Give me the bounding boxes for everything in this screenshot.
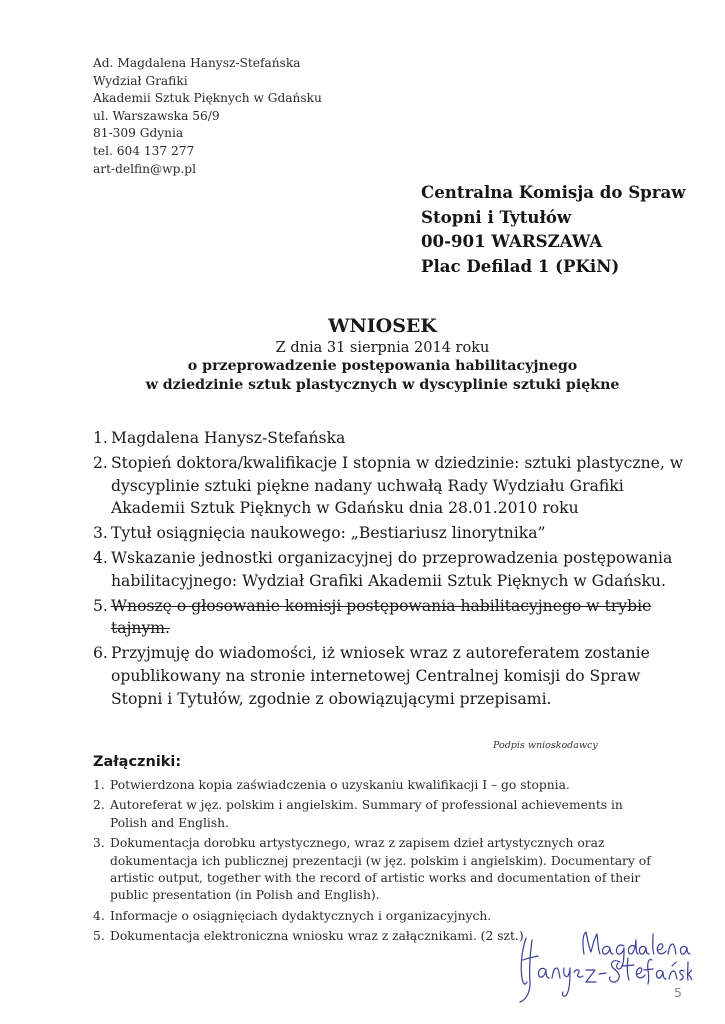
page-number: 5	[674, 985, 682, 1000]
recipient-line: Stopni i Tytułów	[421, 206, 572, 227]
signature-caption: Podpis wnioskodawcy	[493, 740, 598, 751]
attachment-number: 2.	[93, 798, 105, 813]
title-block	[0, 313, 725, 395]
application-item	[93, 547, 693, 593]
sender-line: Akademii Sztuk Pięknych w Gdańsku	[93, 91, 322, 106]
item-number: 3.	[93, 524, 108, 543]
item-number: 2.	[93, 453, 108, 472]
document-subject-line-1: o przeprowadzenie postępowania habilitacyjnego	[187, 358, 578, 374]
sender-line: art-delfin@wp.pl	[93, 161, 196, 176]
sender-line: 81-309 Gdynia	[93, 126, 184, 141]
recipient-line: 00-901 WARSZAWA	[421, 231, 603, 252]
document-date: Z dnia 31 sierpnia 2014 roku	[275, 340, 490, 356]
attachment-item	[93, 797, 663, 832]
attachment-text: Dokumentacja dorobku artystycznego, wraz z zapisem dzieł artystycznych oraz dokumentacja ich publicznej prezentacji (w jęz. polskim i angielskim). Documentary of artistic output, together with the record of artistic works and documentation of their public presentation (in Polish and English).	[110, 836, 651, 903]
application-item	[93, 427, 693, 450]
sender-line: tel. 604 137 277	[93, 143, 195, 158]
application-items	[93, 427, 693, 713]
item-number: 4.	[93, 548, 108, 567]
attachment-item	[93, 777, 663, 794]
item-text: Przyjmuję do wiadomości, iż wniosek wraz z autoreferatem zostanie opublikowany na stronie internetowej Centralnej komisji do Spraw Stopni i Tytułów, zgodnie z obowiązującymi przepisami.	[111, 644, 650, 708]
attachments-title: Załączniki:	[93, 754, 182, 770]
attachment-item	[93, 908, 663, 925]
recipient-address	[421, 180, 686, 278]
item-text: Magdalena Hanysz-Stefańska	[111, 429, 346, 447]
attachment-number: 4.	[93, 908, 105, 923]
item-number: 5.	[93, 596, 108, 615]
attachment-item	[93, 835, 663, 905]
sender-line: Ad. Magdalena Hanysz-Stefańska	[93, 56, 301, 70]
attachment-number: 1.	[93, 778, 105, 792]
application-item	[93, 452, 693, 520]
handwritten-signature	[512, 926, 692, 1006]
recipient-line: Plac Defilad 1 (PKiN)	[421, 255, 620, 276]
recipient-line: Centralna Komisja do Spraw	[421, 182, 686, 202]
attachments-list	[93, 777, 663, 949]
attachment-number: 5.	[93, 929, 105, 944]
item-number: 1.	[93, 429, 108, 447]
item-text: Wnoszę o głosowanie komisji postępowania habilitacyjnego w trybie tajnym.	[111, 596, 652, 638]
item-text: Stopień doktora/kwalifikacje I stopnia w dziedzinie: sztuki plastyczne, w dyscyplinie sztuki piękne nadany uchwałą Rady Wydziału Grafiki Akademii Sztuk Pięknych w Gdańsku dnia 28.01.2010 roku	[111, 453, 684, 518]
attachment-text: Dokumentacja elektroniczna wniosku wraz z załącznikami. (2 szt.)	[110, 929, 524, 944]
attachment-number: 3.	[93, 836, 105, 851]
application-item	[93, 522, 693, 545]
document-subject-line-2: w dziedzinie sztuk plastycznych w dyscyplinie sztuki piękne	[145, 377, 620, 393]
attachment-text: Informacje o osiągnięciach dydaktycznych i organizacyjnych.	[110, 908, 492, 923]
document-title: WNIOSEK	[328, 315, 437, 337]
application-item-struck	[93, 595, 693, 641]
item-number: 6.	[93, 644, 108, 663]
sender-line: ul. Warszawska 56/9	[93, 108, 220, 123]
item-text: Tytuł osiągnięcia naukowego: „Bestiariusz linorytnika”	[111, 524, 546, 543]
sender-line: Wydział Grafiki	[93, 73, 188, 88]
application-item	[93, 642, 693, 710]
item-text: Wskazanie jednostki organizacyjnej do przeprowadzenia postępowania habilitacyjnego: Wydział Grafiki Akademii Sztuk Pięknych w Gdańsku.	[111, 548, 673, 590]
attachment-text: Autoreferat w jęz. polskim i angielskim. Summary of professional achievements in Polish and English.	[110, 798, 623, 830]
attachment-text: Potwierdzona kopia zaświadczenia o uzyskaniu kwalifikacji I – go stopnia.	[110, 778, 570, 792]
sender-address	[93, 55, 322, 178]
